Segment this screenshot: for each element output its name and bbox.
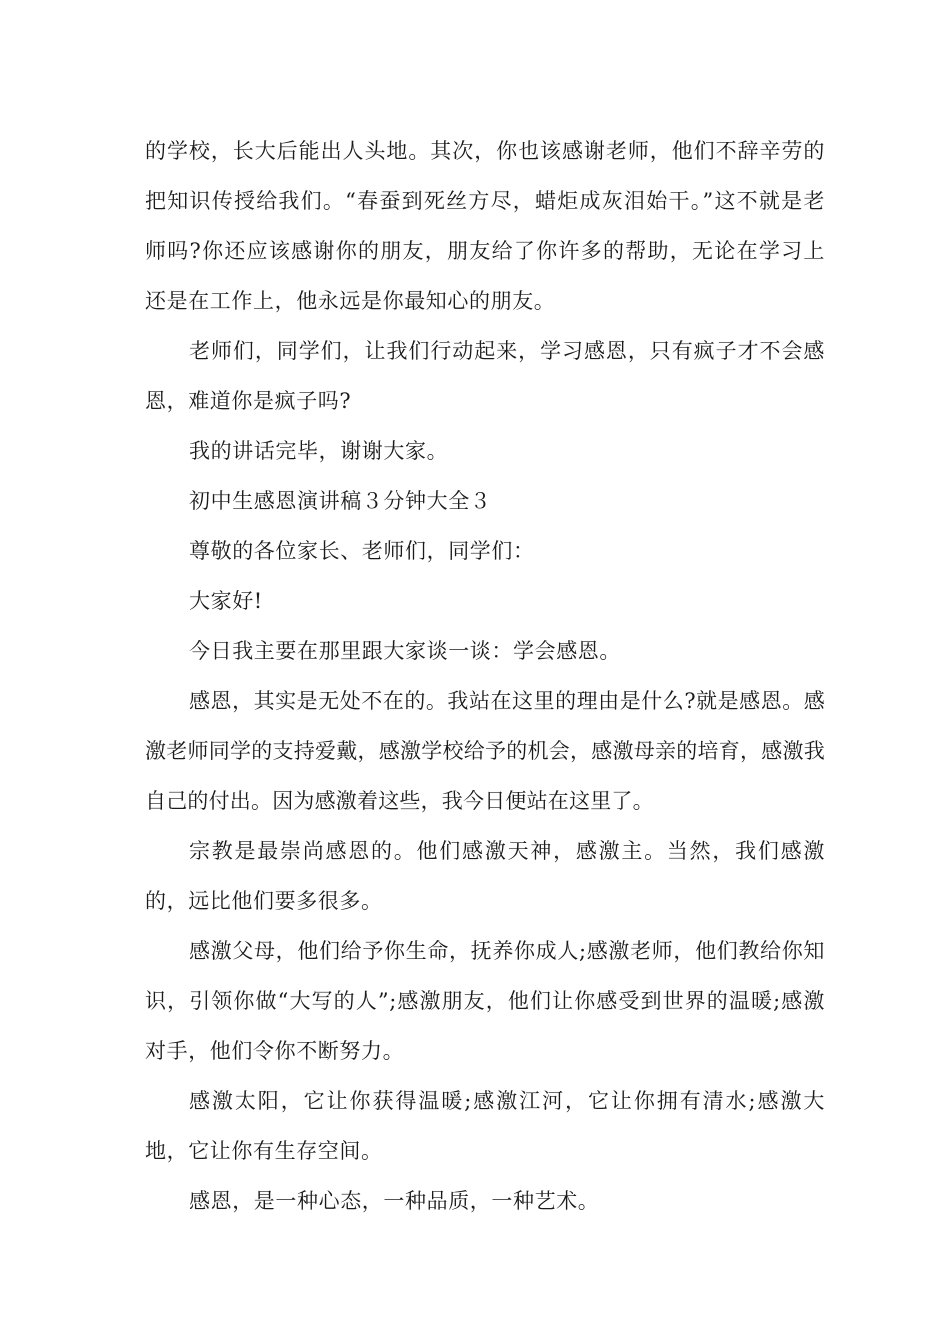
document-body: [145, 126, 825, 1226]
greeting: 大家好!: [189, 589, 263, 613]
paragraph-11: 感激太阳，它让你获得温暖;感激江河，它让你拥有清水;感激大地，它让你有生存空间。: [145, 1089, 825, 1163]
paragraph-1: 的学校，长大后能出人头地。其次，你也该感谢老师，他们不辞辛劳的把知识传授给我们。“春蚕到死丝方尽，蜡炬成灰泪始干。”这不就是老师吗?你还应该感谢你的朋友，朋友给了你许多的帮助，无论在学习上还是在工作上，他永远是你最知心的朋友。: [145, 139, 825, 313]
paragraph-7: 今日我主要在那里跟大家谈一谈：学会感恩。: [189, 639, 621, 663]
paragraph-8: 感恩，其实是无处不在的。我站在这里的理由是什么?就是感恩。感激老师同学的支持爱戴，感激学校给予的机会，感激母亲的培育，感激我自己的付出。因为感激着这些，我今日便站在这里了。: [145, 689, 825, 813]
paragraph-9: 宗教是最崇尚感恩的。他们感激天神，感激主。当然，我们感激的，远比他们要多很多。: [145, 839, 825, 913]
section-heading: 初中生感恩演讲稿３分钟大全３: [189, 489, 492, 513]
paragraph-2: 老师们，同学们，让我们行动起来，学习感恩，只有疯子才不会感恩，难道你是疯子吗?: [145, 339, 825, 413]
salutation: 尊敬的各位家长、老师们，同学们：: [189, 539, 535, 563]
paragraph-3: 我的讲话完毕，谢谢大家。: [189, 439, 449, 463]
paragraph-12: 感恩，是一种心态，一种品质，一种艺术。: [189, 1189, 600, 1213]
paragraph-10: 感激父母，他们给予你生命，抚养你成人;感激老师，他们教给你知识，引领你做“大写的人”;感激朋友，他们让你感受到世界的温暖;感激对手，他们令你不断努力。: [145, 939, 825, 1063]
